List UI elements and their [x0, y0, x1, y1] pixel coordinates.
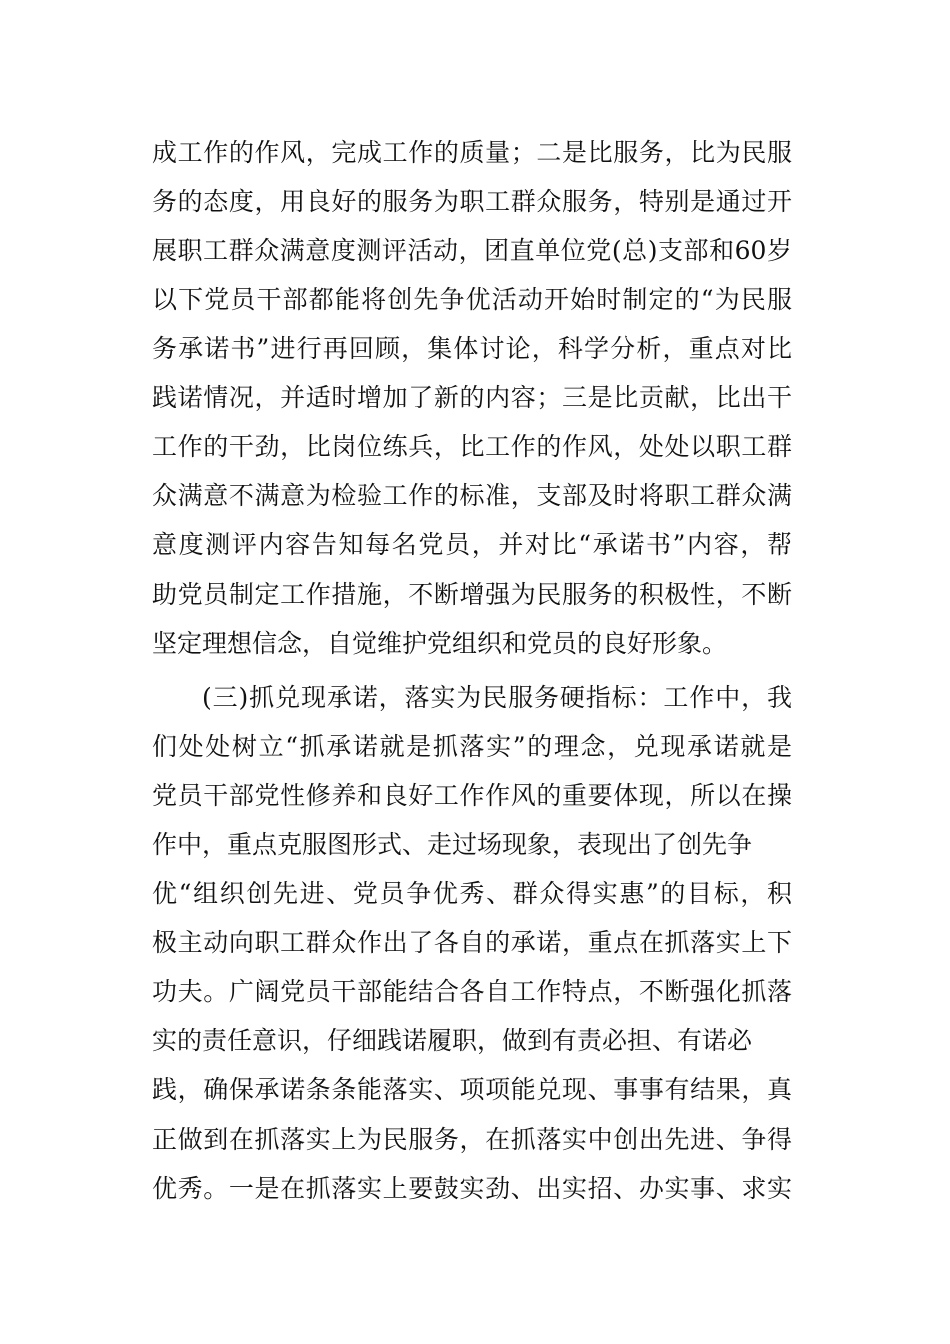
text-line-1: 成工作的作风，完成工作的质量；二是比服务，比为民服 — [152, 138, 792, 167]
text-line-8: 众满意不满意为检验工作的标准，支部及时将职工群众满 — [152, 481, 792, 510]
text-line-14: 党员干部党性修养和良好工作作风的重要体现，所以在操 — [152, 781, 792, 810]
text-line-15: 作中，重点克服图形式、走过场现象，表现出了创先争 — [152, 830, 753, 859]
text-line-18: 功夫。广阔党员干部能结合各自工作特点，不断强化抓落 — [152, 977, 792, 1006]
text-line-21: 正做到在抓落实上为民服务，在抓落实中创出先进、争得 — [152, 1125, 792, 1154]
text-line-4: 以下党员干部都能将创先争优活动开始时制定的“为民服 — [152, 285, 792, 314]
text-line-7: 工作的干劲，比岗位练兵，比工作的作风，处处以职工群 — [152, 432, 792, 461]
text-line-3: 展职工群众满意度测评活动，团直单位党(总)支部和60岁 — [152, 236, 792, 265]
text-line-12: (三)抓兑现承诺，落实为民服务硬指标：工作中，我 — [202, 683, 792, 712]
text-line-20: 践，确保承诺条条能落实、项项能兑现、事事有结果，真 — [152, 1075, 792, 1104]
text-line-22: 优秀。一是在抓落实上要鼓实劲、出实招、办实事、求实 — [152, 1174, 792, 1203]
text-line-11: 坚定理想信念，自觉维护党组织和党员的良好形象。 — [152, 629, 728, 658]
text-line-17: 极主动向职工群众作出了各自的承诺，重点在抓落实上下 — [152, 928, 792, 957]
text-line-10: 助党员制定工作措施，不断增强为民服务的积极性，不断 — [152, 580, 792, 609]
text-line-13: 们处处树立“抓承诺就是抓落实”的理念，兑现承诺就是 — [152, 732, 792, 761]
text-line-5: 务承诺书”进行再回顾，集体讨论，科学分析，重点对比 — [152, 334, 792, 363]
text-line-6: 践诺情况，并适时增加了新的内容；三是比贡献，比出干 — [152, 383, 792, 412]
text-line-16: 优“组织创先进、党员争优秀、群众得实惠”的目标，积 — [152, 879, 792, 908]
text-line-19: 实的责任意识，仔细践诺履职，做到有责必担、有诺必 — [152, 1026, 753, 1055]
text-line-9: 意度测评内容告知每名党员，并对比“承诺书”内容，帮 — [152, 530, 792, 559]
text-line-2: 务的态度，用良好的服务为职工群众服务，特别是通过开 — [152, 187, 792, 216]
